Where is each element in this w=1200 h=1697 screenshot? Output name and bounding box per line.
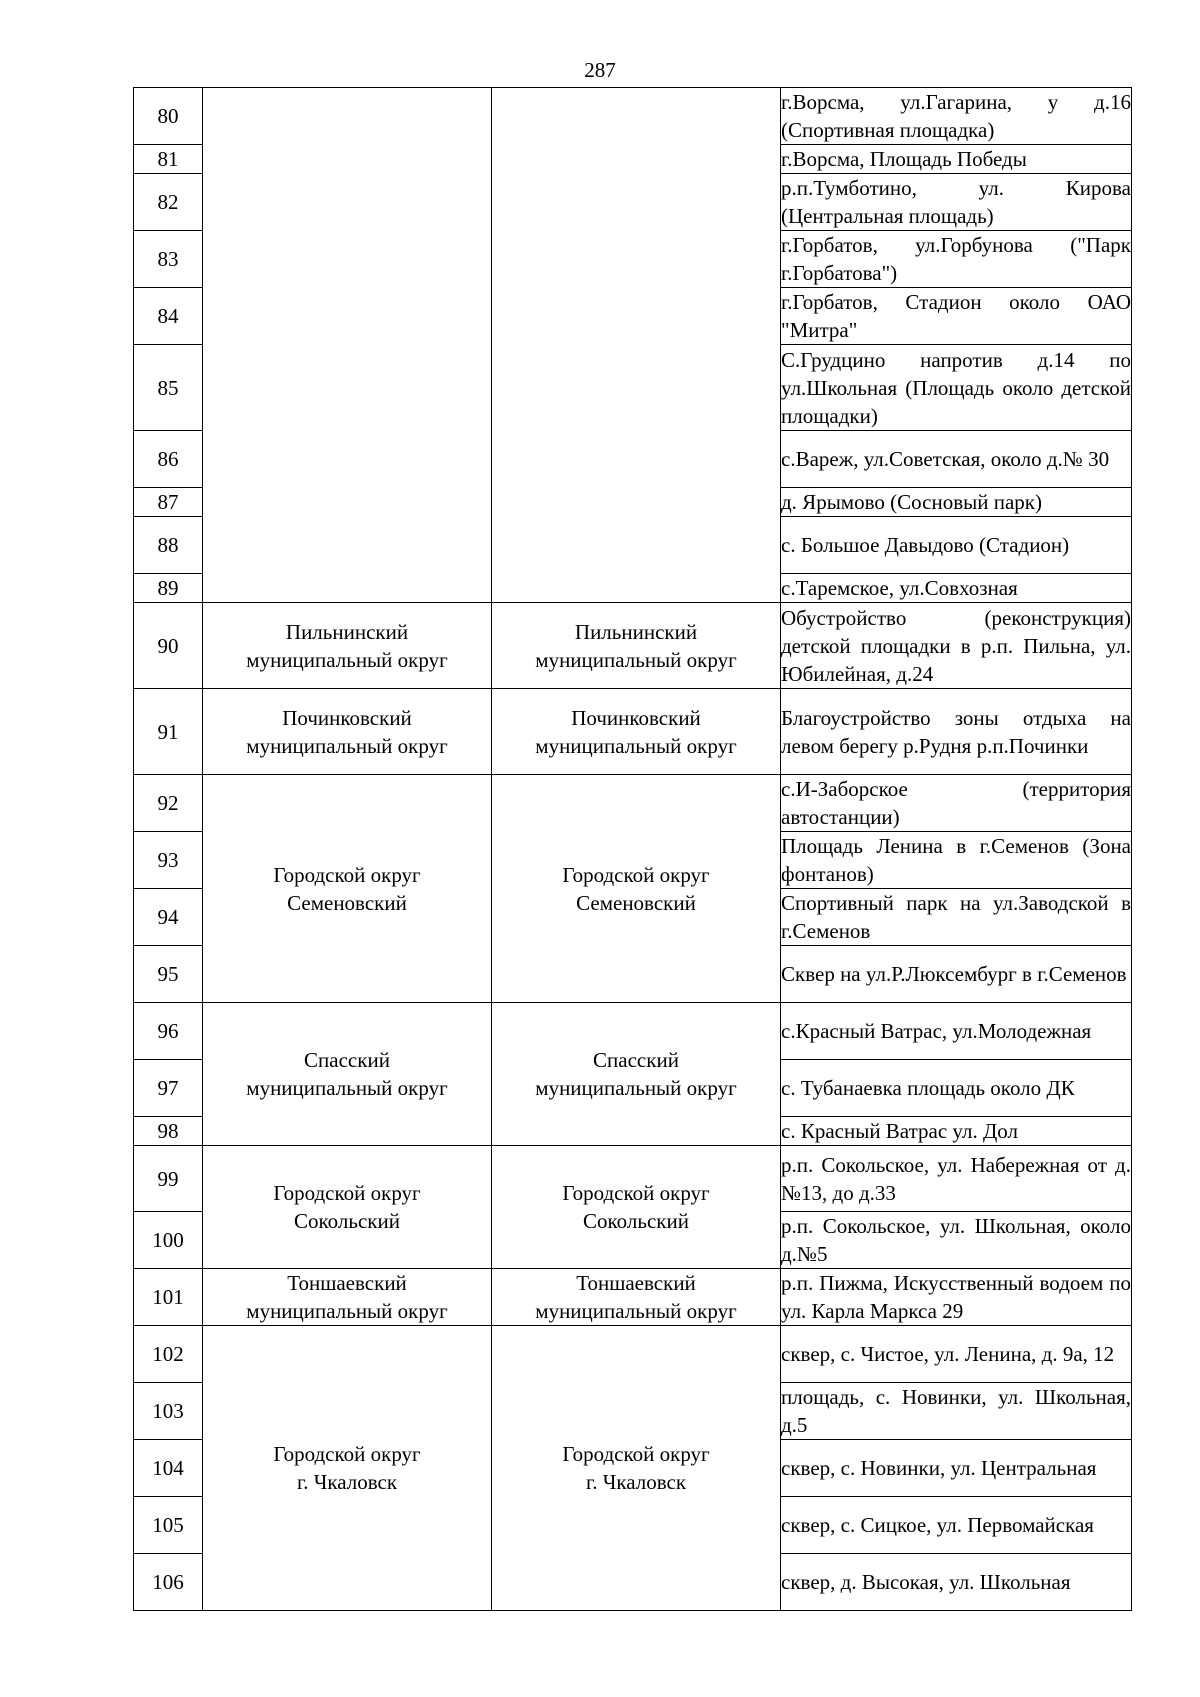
row-number: 84 — [134, 288, 203, 345]
organization-cell — [492, 1146, 781, 1269]
municipality-type: г. Чкаловск — [296, 1470, 398, 1494]
organization-name: Городской округ — [562, 1181, 710, 1205]
table-row — [134, 603, 1132, 689]
table-row — [134, 1003, 1132, 1060]
organization-type: муниципальный округ — [535, 647, 737, 672]
object-cell: г.Ворсма, ул.Гагарина, у д.16 (Спортивная площадка) — [781, 88, 1132, 145]
organization-cell — [492, 689, 781, 775]
municipality-cell — [203, 1326, 492, 1611]
row-number: 103 — [134, 1383, 203, 1440]
row-number: 85 — [134, 345, 203, 431]
municipality-name: Пильнинский — [285, 619, 409, 644]
organization-name: Пильнинский — [574, 619, 698, 644]
municipality-name: Городской округ — [273, 1442, 421, 1466]
object-cell: с.Таремское, ул.Совхозная — [781, 574, 1132, 603]
object-cell: с. Тубанаевка площадь около ДК — [781, 1060, 1132, 1117]
object-cell: р.п. Пижма, Искусственный водоем по ул. Карла Маркса 29 — [781, 1269, 1132, 1326]
object-cell: с.Красный Ватрас, ул.Молодежная — [781, 1003, 1132, 1060]
row-number: 92 — [134, 775, 203, 832]
object-cell: р.п. Сокольское, ул. Школьная, около д.№5 — [781, 1212, 1132, 1269]
object-cell: г.Горбатов, Стадион около ОАО "Митра" — [781, 288, 1132, 345]
municipality-type: Сокольский — [294, 1209, 400, 1233]
municipality-cell — [203, 1269, 492, 1326]
organization-type: г. Чкаловск — [585, 1470, 687, 1494]
municipality-cell — [203, 1146, 492, 1269]
object-cell: С.Грудцино напротив д.14 по ул.Школьная (Площадь около детской площадки) — [781, 345, 1132, 431]
object-cell: сквер, с. Чистое, ул. Ленина, д. 9а, 12 — [781, 1326, 1132, 1383]
table-row — [134, 88, 1132, 145]
row-number: 98 — [134, 1117, 203, 1146]
object-cell: р.п. Сокольское, ул. Набережная от д.№13, до д.33 — [781, 1146, 1132, 1212]
row-number: 106 — [134, 1554, 203, 1611]
organization-name: Городской округ — [562, 1442, 710, 1466]
organization-cell — [492, 1269, 781, 1326]
row-number: 81 — [134, 145, 203, 174]
object-cell: д. Ярымово (Сосновый парк) — [781, 488, 1132, 517]
organization-type: муниципальный округ — [535, 1299, 737, 1323]
row-number: 102 — [134, 1326, 203, 1383]
table-row — [134, 1326, 1132, 1383]
row-number: 95 — [134, 946, 203, 1003]
row-number: 93 — [134, 832, 203, 889]
table-row — [134, 775, 1132, 832]
municipality-cell — [203, 88, 492, 603]
row-number: 97 — [134, 1060, 203, 1117]
object-cell: площадь, с. Новинки, ул. Школьная, д.5 — [781, 1383, 1132, 1440]
object-cell: г.Горбатов, ул.Горбунова ("Парк г.Горбатова") — [781, 231, 1132, 288]
organization-name: Городской округ — [562, 862, 710, 887]
table-row — [134, 1146, 1132, 1212]
row-number: 87 — [134, 488, 203, 517]
organization-cell — [492, 603, 781, 689]
row-number: 101 — [134, 1269, 203, 1326]
row-number: 94 — [134, 889, 203, 946]
municipality-cell — [203, 603, 492, 689]
municipality-cell — [203, 1003, 492, 1146]
organization-type: муниципальный округ — [535, 1076, 737, 1100]
object-cell: Обустройство (реконструкция) детской площадки в р.п. Пильна, ул. Юбилейная, д.24 — [781, 603, 1132, 689]
organization-cell — [492, 775, 781, 1003]
organization-cell — [492, 1326, 781, 1611]
municipality-type: муниципальный округ — [246, 733, 448, 758]
row-number: 90 — [134, 603, 203, 689]
row-number: 96 — [134, 1003, 203, 1060]
objects-table — [133, 87, 1132, 1611]
municipality-name: Починковский — [282, 705, 412, 730]
object-cell: сквер, с. Сицкое, ул. Первомайская — [781, 1497, 1132, 1554]
object-cell: сквер, с. Новинки, ул. Центральная — [781, 1440, 1132, 1497]
row-number: 88 — [134, 517, 203, 574]
organization-name: Спасский — [593, 1048, 679, 1072]
organization-name: Починковский — [571, 705, 701, 730]
municipality-type: муниципальный округ — [246, 1299, 448, 1323]
object-cell: Спортивный парк на ул.Заводской в г.Семенов — [781, 889, 1132, 946]
object-cell: сквер, д. Высокая, ул. Школьная — [781, 1554, 1132, 1611]
organization-type: муниципальный округ — [535, 733, 737, 758]
organization-cell — [492, 88, 781, 603]
object-cell: р.п.Тумботино, ул. Кирова (Центральная площадь) — [781, 174, 1132, 231]
row-number: 86 — [134, 431, 203, 488]
municipality-type: муниципальный округ — [246, 1076, 448, 1100]
object-cell: с.И-Заборское (территория автостанции) — [781, 775, 1132, 832]
row-number: 91 — [134, 689, 203, 775]
row-number: 80 — [134, 88, 203, 145]
row-number: 105 — [134, 1497, 203, 1554]
object-cell: с.Вареж, ул.Советская, около д.№ 30 — [781, 431, 1132, 488]
object-cell: с. Большое Давыдово (Стадион) — [781, 517, 1132, 574]
table-row — [134, 689, 1132, 775]
municipality-name: Городской округ — [273, 1181, 421, 1205]
object-cell: с. Красный Ватрас ул. Дол — [781, 1117, 1132, 1146]
municipality-cell — [203, 689, 492, 775]
municipality-type: муниципальный округ — [246, 647, 448, 672]
object-cell: Сквер на ул.Р.Люксембург в г.Семенов — [781, 946, 1132, 1003]
row-number: 104 — [134, 1440, 203, 1497]
page-number: 287 — [584, 58, 616, 82]
municipality-name: Тоншаевский — [287, 1271, 407, 1295]
row-number: 100 — [134, 1212, 203, 1269]
municipality-type: Семеновский — [287, 890, 407, 915]
row-number: 89 — [134, 574, 203, 603]
row-number: 82 — [134, 174, 203, 231]
row-number: 83 — [134, 231, 203, 288]
object-cell: Площадь Ленина в г.Семенов (Зона фонтанов) — [781, 832, 1132, 889]
object-cell: г.Ворсма, Площадь Победы — [781, 145, 1132, 174]
organization-type: Сокольский — [583, 1209, 689, 1233]
organization-cell — [492, 1003, 781, 1146]
municipality-cell — [203, 775, 492, 1003]
municipality-name: Спасский — [304, 1048, 390, 1072]
row-number: 99 — [134, 1146, 203, 1212]
organization-name: Тоншаевский — [576, 1271, 696, 1295]
organization-type: Семеновский — [576, 890, 696, 915]
table-row — [134, 1269, 1132, 1326]
municipality-name: Городской округ — [273, 862, 421, 887]
object-cell: Благоустройство зоны отдыха на левом берегу р.Рудня р.п.Починки — [781, 689, 1132, 775]
